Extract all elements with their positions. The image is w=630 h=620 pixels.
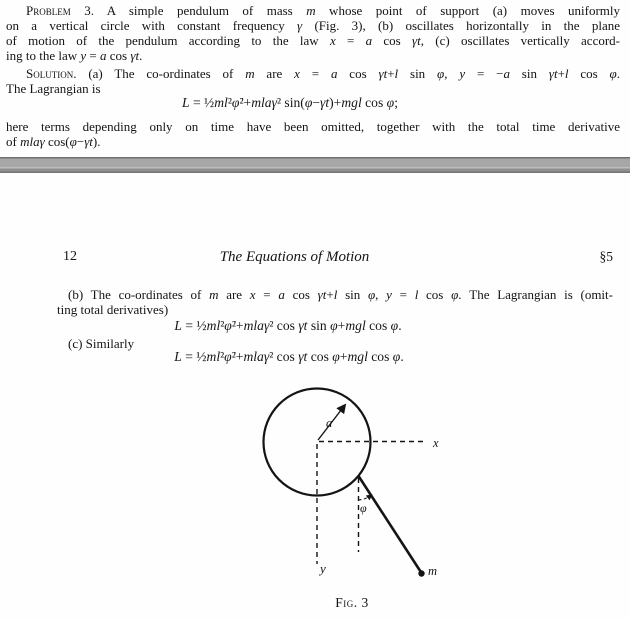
text-line: on a vertical circle with constant frequency γ (Fig. 3), (b) oscillates horizontally in the plane [6,18,620,33]
equation-b: L = ½ml²φ̇²+mlaγ² cos γt sin φ+mgl cos φ. [174,318,402,333]
pendulum-rod [359,476,422,573]
text-line: here terms depending only on time have been omitted, together with the total time derivative [6,119,620,134]
pendulum-figure [200,380,460,590]
page-header [57,249,613,269]
y-axis-label: y [320,561,326,576]
equation-a: L = ½ml²φ̇²+mlaγ² sin(φ−γt)+mgl cos φ; [182,95,398,110]
text-line: (b) The co-ordinates of m are x = a cos γt+l sin φ, y = l cos φ. The Lagrangian is (omit- [68,287,613,302]
x-axis-label: x [433,436,439,450]
angle-label: φ [360,501,367,515]
page-break-divider [0,157,630,173]
text-line: The Lagrangian is [6,81,101,96]
text-line: of mlaγ cos(φ−γt). [6,134,101,149]
text-line: Problem 3. A simple pendulum of mass m whose point of support (a) moves uniformly [26,3,620,18]
equation-c: L = ½ml²φ̇²+mlaγ² cos γt cos φ+mgl cos φ. [174,349,404,364]
angle-arc [359,495,372,500]
part-c-label: (c) Similarly [68,336,135,351]
page-number: 12 [63,249,77,264]
text-line: of motion of the pendulum according to the law x = a cos γt, (c) oscillates vertically accord- [6,33,621,48]
solution-paragraph [6,66,620,96]
mass-label: m [428,564,438,578]
problem-paragraph [6,3,620,63]
pendulum-mass-dot [418,570,424,576]
radius-label: a [326,416,333,430]
running-title: The Equations of Motion [219,249,370,265]
part-b-paragraph [57,287,613,317]
figure-caption [298,595,406,611]
text-line: ing to the law y = a cos γt. [6,48,143,63]
support-circle [264,389,371,496]
text-line: Solution. (a) The co-ordinates of m are x = a cos γt+l sin φ, y = −a sin γt+l cos φ. [26,66,620,81]
figure-caption-text: Fig. 3 [335,595,369,610]
note-paragraph [6,119,620,149]
text-line: ting total derivatives) [57,302,169,317]
section-number: §5 [599,249,613,264]
